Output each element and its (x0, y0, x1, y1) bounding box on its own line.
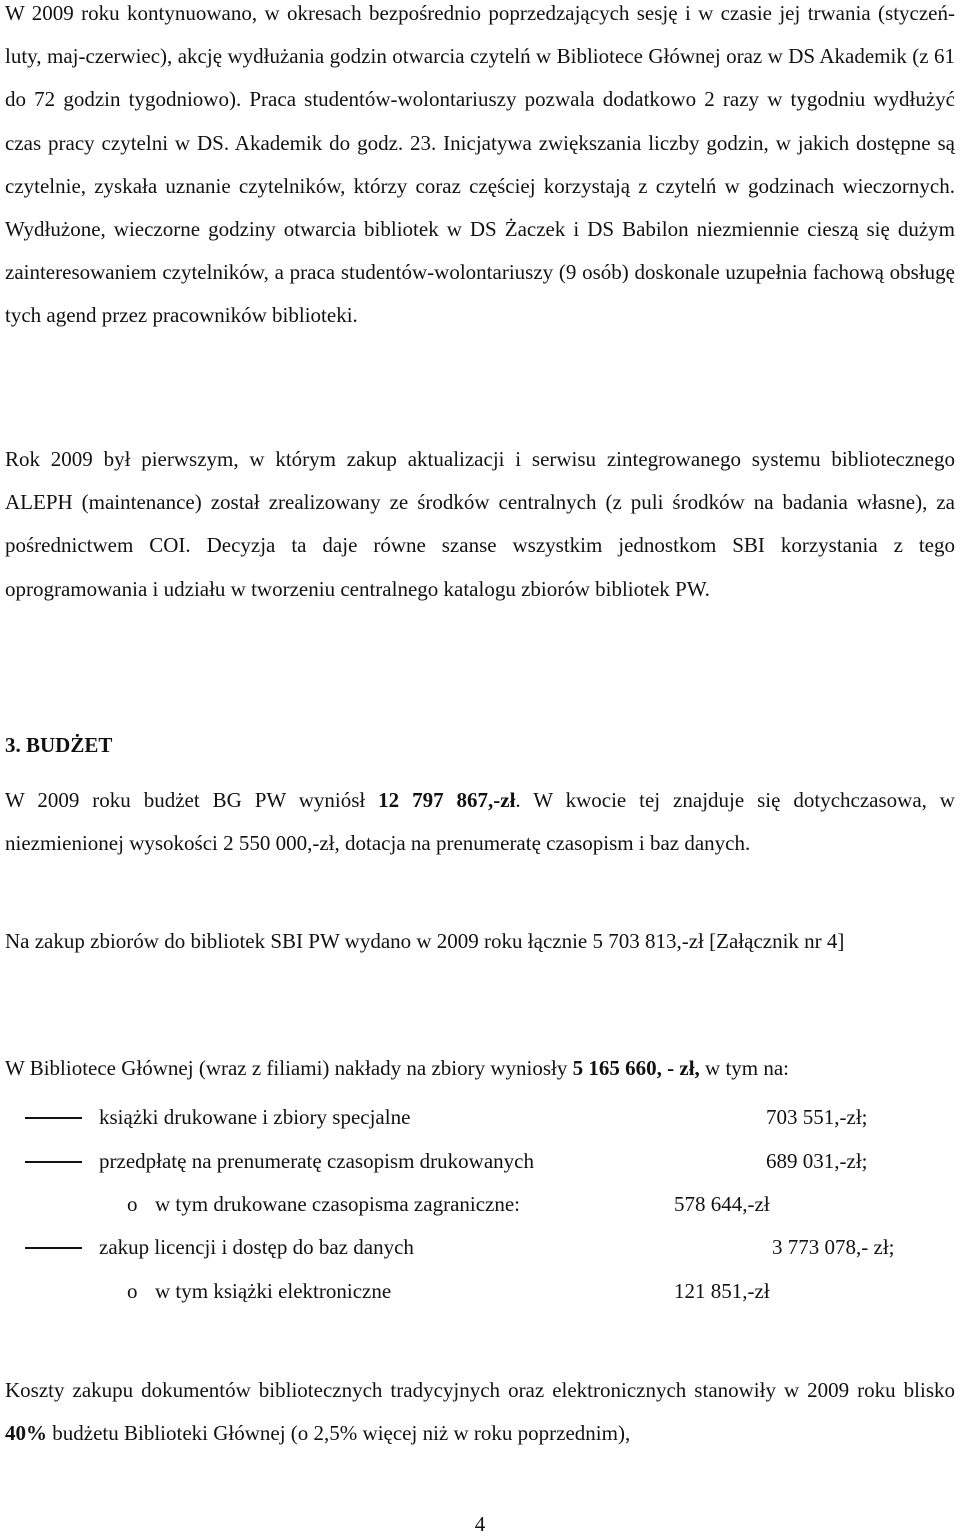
budget-total-amount: 12 797 867,-zł (378, 788, 516, 812)
paragraph-collection-costs (5, 1369, 955, 1455)
expense-value: 3 773 078,- zł; (772, 1235, 895, 1259)
paragraph-main-library-spending (5, 1053, 955, 1083)
paragraph-budget-total (5, 779, 955, 865)
costs-percent: 40% (5, 1421, 47, 1446)
expense-value: 121 851,-zł (674, 1279, 770, 1303)
costs-text-before: Koszty zakupu dokumentów bibliotecznych tradycyjnych oraz elektronicznych stanowiły w 2009 roku blisko (5, 1378, 955, 1402)
expense-label: zakup licencji i dostęp do baz danych (99, 1235, 414, 1259)
budget-text-after: . W kwocie tej znajduje się dotychczasowa, w niezmienionej wysokości 2 550 000,-zł, dotacja na prenumeratę czasopism i baz danych. (5, 788, 955, 856)
costs-text-after: budżetu Biblioteki Głównej (o 2,5% więcej niż w roku poprzednim), (47, 1421, 631, 1446)
circle-bullet-icon: o (127, 1279, 138, 1303)
expense-label: przedpłatę na prenumeratę czasopism drukowanych (99, 1149, 534, 1173)
spending-total-amount: 5 165 660, - zł, (572, 1056, 700, 1080)
list-item (5, 1232, 955, 1262)
expense-value: 578 644,-zł (674, 1192, 770, 1216)
list-item (5, 1102, 955, 1132)
spending-text-before: W Bibliotece Głównej (wraz z filiami) nakłady na zbiory wyniosły (5, 1056, 573, 1080)
list-item (5, 1276, 955, 1306)
expense-value: 703 551,-zł; (766, 1105, 868, 1129)
page-number: 4 (474, 1512, 486, 1536)
list-item (5, 1146, 955, 1176)
paragraph-sbi-collections: Na zakup zbiorów do bibliotek SBI PW wydano w 2009 roku łącznie 5 703 813,-zł [Załącznik nr 4] (5, 929, 845, 953)
expense-value: 689 031,-zł; (766, 1149, 868, 1173)
expense-label: w tym książki elektroniczne (155, 1279, 392, 1303)
dash-bullet-icon (25, 1247, 82, 1249)
dash-bullet-icon (25, 1117, 82, 1119)
paragraph-aleph-system: Rok 2009 był pierwszym, w którym zakup aktualizacji i serwisu zintegrowanego systemu bibliotecznego ALEPH (maintenance) został zrealizowany ze środków centralnych (z puli środków na badania własne), za pośrednictwem COI. Decyzja ta daje równe szanse wszystkim jednostkom SBI korzystania z tego oprogramowania i udziału w tworzeniu centralnego katalogu zbiorów bibliotek PW. (5, 447, 955, 601)
list-item (5, 1189, 955, 1219)
expense-label: książki drukowane i zbiory specjalne (99, 1105, 411, 1129)
budget-text-before: W 2009 roku budżet BG PW wyniósł (5, 788, 379, 812)
circle-bullet-icon: o (127, 1192, 138, 1216)
expense-label: w tym drukowane czasopisma zagraniczne: (155, 1192, 521, 1216)
dash-bullet-icon (25, 1161, 82, 1163)
paragraph-reading-rooms: W 2009 roku kontynuowano, w okresach bezpośrednio poprzedzających sesję i w czasie jej trwania (styczeń-luty, maj-czerwiec), akcję wydłużania godzin otwarcia czytelń w Bibliotece Głównej oraz w DS Akademik (z 61 do 72 godzin tygodniowo). Praca studentów-wolontariuszy pozwala dodatkowo 2 razy w tygodniu wydłużyć czas pracy czytelni w DS. Akademik do godz. 23. Inicjatywa zwiększania liczby godzin, w jakich dostępne są czytelnie, zyskała uznanie czytelników, którzy coraz częściej korzystają z czytelń w godzinach wieczornych. Wydłużone, wieczorne godziny otwarcia bibliotek w DS Żaczek i DS Babilon niezmiennie cieszą się dużym zainteresowaniem czytelników, a praca studentów-wolontariuszy (9 osób) doskonale uzupełnia fachową obsługę tych agend przez pracowników biblioteki. (5, 1, 955, 328)
spending-text-after: w tym na: (699, 1056, 790, 1080)
section-heading-budget: 3. BUDŻET (5, 733, 113, 757)
